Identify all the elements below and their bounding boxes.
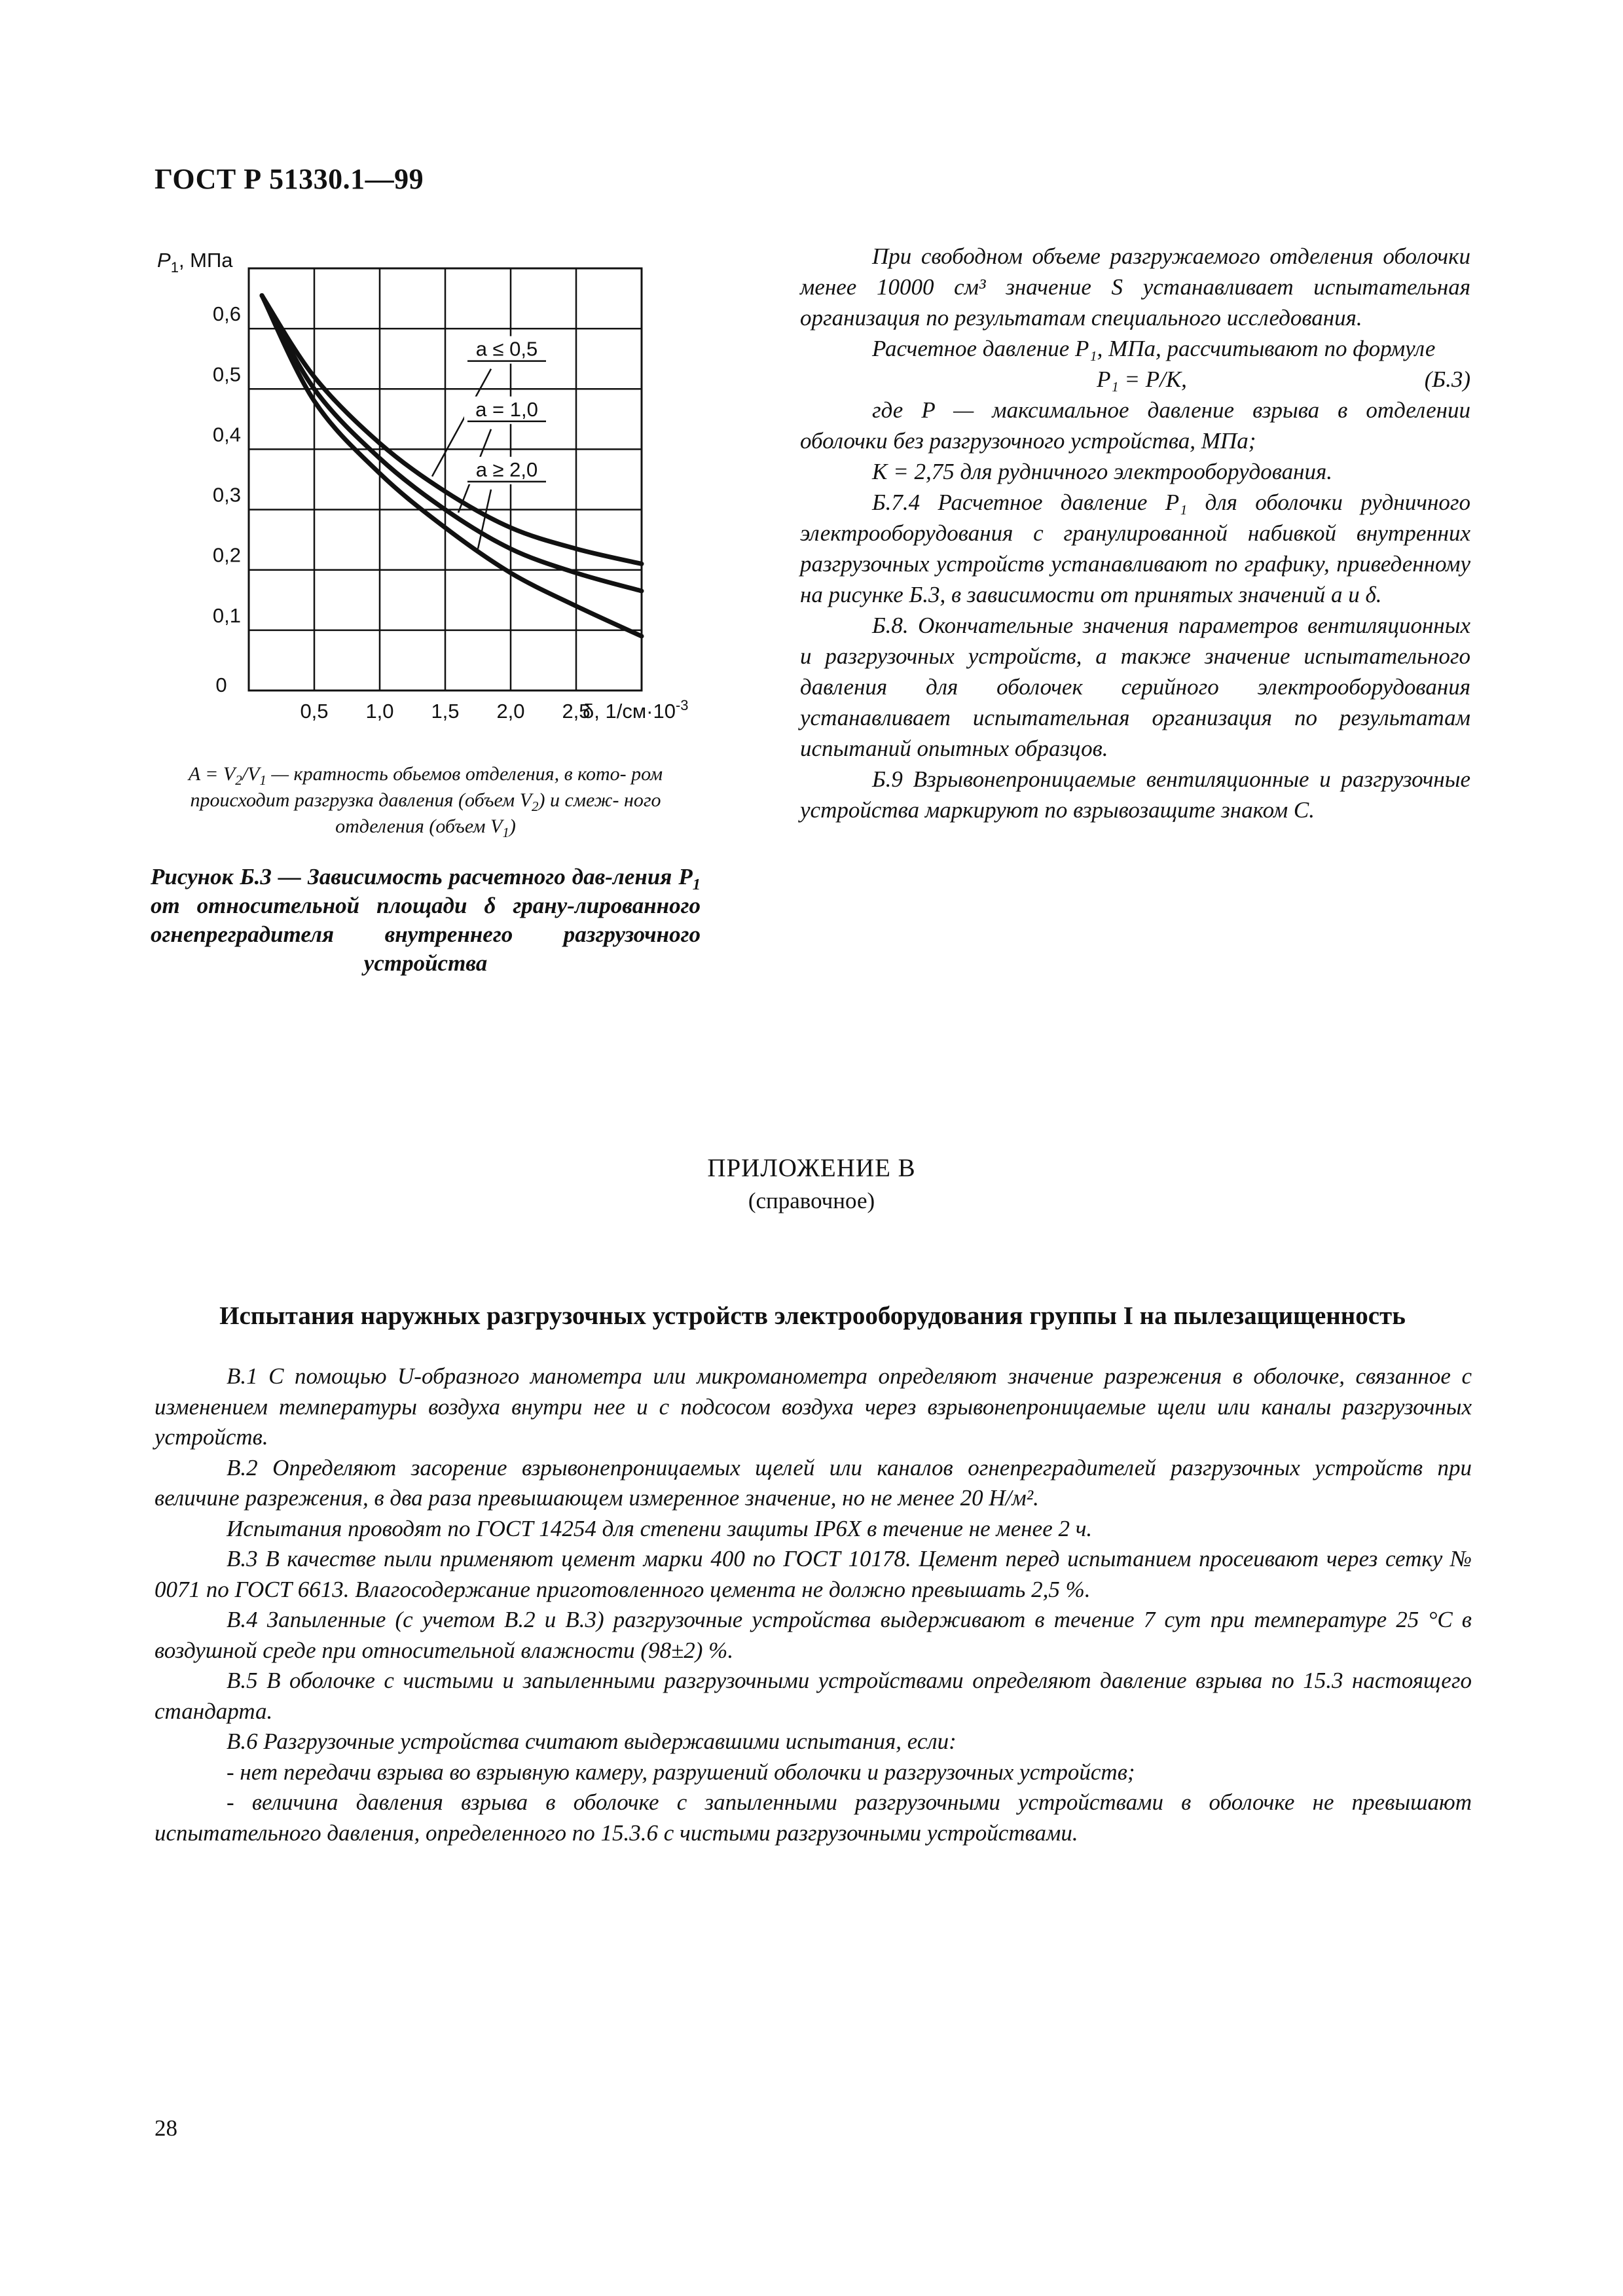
chart-curves xyxy=(262,295,642,636)
formula-expression: P₁ = P/K, xyxy=(1097,367,1187,392)
appendix-body xyxy=(155,1361,1472,1848)
y-tick-label: 0,6 xyxy=(212,302,241,326)
right-column-text xyxy=(800,241,1470,825)
x-axis-label: δ, $1/см\cdot 10^{-3}$ xyxy=(583,697,689,723)
y-tick-label: 0,3 xyxy=(212,483,241,507)
paragraph: В.2 Определяют засорение взрывонепроницаемых щелей или каналов огнепреградителей разгрузочных устройств при величине разрежения, в два раза превышающем измеренное значение, но не менее 20 Н/м². xyxy=(155,1454,1472,1511)
paragraph: Б.9 Взрывонепроницаемые вентиляционные и разгрузочные устройства маркируют по взрывозащите знаком С. xyxy=(800,766,1470,823)
page-number: 28 xyxy=(155,2115,177,2141)
paragraph: - величина давления взрыва в оболочке с запыленными разгрузочными устройствами в оболочке не превышают испытательного давления, определенного по 15.3.6 с чистыми разгрузочными устройствами. xyxy=(155,1789,1472,1846)
x-tick-label: 2,5 xyxy=(562,700,591,723)
formula xyxy=(800,364,1470,395)
paragraph: В.6 Разгрузочные устройства считают выдержавшими испытания, если: xyxy=(227,1729,957,1754)
paragraph: K = 2,75 для рудничного электрооборудования. xyxy=(872,459,1333,484)
section-title: Испытания наружных разгрузочных устройств электрооборудования группы I на пылезащищенность xyxy=(219,1302,1406,1330)
curve-series-2 xyxy=(262,295,642,591)
document-header: ГОСТ Р 51330.1—99 xyxy=(155,163,424,195)
y-tick-label: 0,5 xyxy=(212,363,241,386)
x-tick-label: 1,0 xyxy=(365,700,394,723)
paragraph: - нет передачи взрыва во взрывную камеру, разрушений оболочки и разгрузочных устройств; xyxy=(227,1759,1135,1785)
chart-grid xyxy=(249,268,642,691)
paragraph: Б.7.4 Расчетное давление P₁ для оболочки рудничного электрооборудования с гранулированной набивкой внутренних разгрузочных устройств устанавливают по графику, приведенному на рисунке Б.3, в зависимости от принятых значений а и δ. xyxy=(800,490,1470,607)
paragraph: Испытания проводят по ГОСТ 14254 для степени защиты IP6X в течение не менее 2 ч. xyxy=(227,1515,1093,1541)
paragraph: В.4 Запыленные (с учетом В.2 и В.3) разгрузочные устройства выдерживают в течение 7 сут при температуре 25 °С в воздушной среде при относительной влажности (98±2) %. xyxy=(155,1607,1472,1663)
appendix-subtitle: (справочное) xyxy=(748,1188,875,1213)
chart-svg xyxy=(151,242,740,753)
legend-label-2: a = 1,0 xyxy=(475,397,538,421)
y-tick-label: 0,4 xyxy=(212,423,241,446)
paragraph: В.5 В оболочке с чистыми и запыленными разгрузочными устройствами определяют давление взрыва по 15.3 настоящего стандарта. xyxy=(155,1668,1472,1724)
paragraph: Расчетное давление P₁, МПа, рассчитывают по формуле xyxy=(872,336,1436,361)
paragraph: где P — максимальное давление взрыва в отделении оболочки без разгрузочного устройства, МПа; xyxy=(800,397,1470,454)
x-tick-label: 0,5 xyxy=(300,700,329,723)
paragraph: В.1 С помощью U-образного манометра или микроманометра определяют значение разрежения в оболочке, связанное с изменением температуры воздуха внутри нее и с подсосом воздуха через взрывонепроницаемые щели или каналы разгрузочных устройств. xyxy=(155,1363,1472,1450)
y-tick-label: 0,2 xyxy=(212,543,241,567)
x-tick-label: 2,0 xyxy=(496,700,525,723)
figure-note: $A = V_2/V_1$ — кратность обьемов отделения, в кото- ром происходит разгрузка давления (объем $V_2$) и смеж- ного отделения (объем $V_1$) xyxy=(188,763,663,840)
paragraph: При свободном объеме разгружаемого отделения оболочки менее 10000 см³ значение S устанавливает испытательная организация по результатам специального исследования. xyxy=(800,243,1470,331)
figure-caption: Рисунок Б.3 — Зависимость расчетного дав-ления $P_1$ от относительной площади δ грану-лированного огнепреградителя внутреннего разгрузочного устройства xyxy=(151,864,701,976)
chart-labels xyxy=(157,249,689,723)
origin-label: 0 xyxy=(215,673,227,696)
y-axis-label: $P_1$, МПа xyxy=(157,249,233,276)
paragraph: Б.8. Окончательные значения параметров вентиляционных и разгрузочных устройств, а также значение испытательного давления для оболочек серийного электрооборудования устанавливает испытательная организация по результатам испытаний опытных образцов. xyxy=(800,613,1470,761)
paragraph: В.3 В качестве пыли применяют цемент марки 400 по ГОСТ 10178. Цемент перед испытанием просеивают через сетку № 0071 по ГОСТ 6613. Влагосодержание приготовленного цемента не должно превышать 2,5 %. xyxy=(155,1546,1472,1602)
curve-series-1 xyxy=(262,295,642,564)
legend-label-3: a ≥ 2,0 xyxy=(475,457,538,481)
appendix-title: ПРИЛОЖЕНИЕ В xyxy=(707,1154,916,1182)
pressure-chart xyxy=(151,242,740,753)
formula-number: (Б.3) xyxy=(1424,367,1470,392)
curve-series-3 xyxy=(262,295,642,636)
x-tick-label: 1,5 xyxy=(431,700,460,723)
legend-label-1: a ≤ 0,5 xyxy=(475,337,538,361)
y-tick-label: 0,1 xyxy=(212,603,241,627)
